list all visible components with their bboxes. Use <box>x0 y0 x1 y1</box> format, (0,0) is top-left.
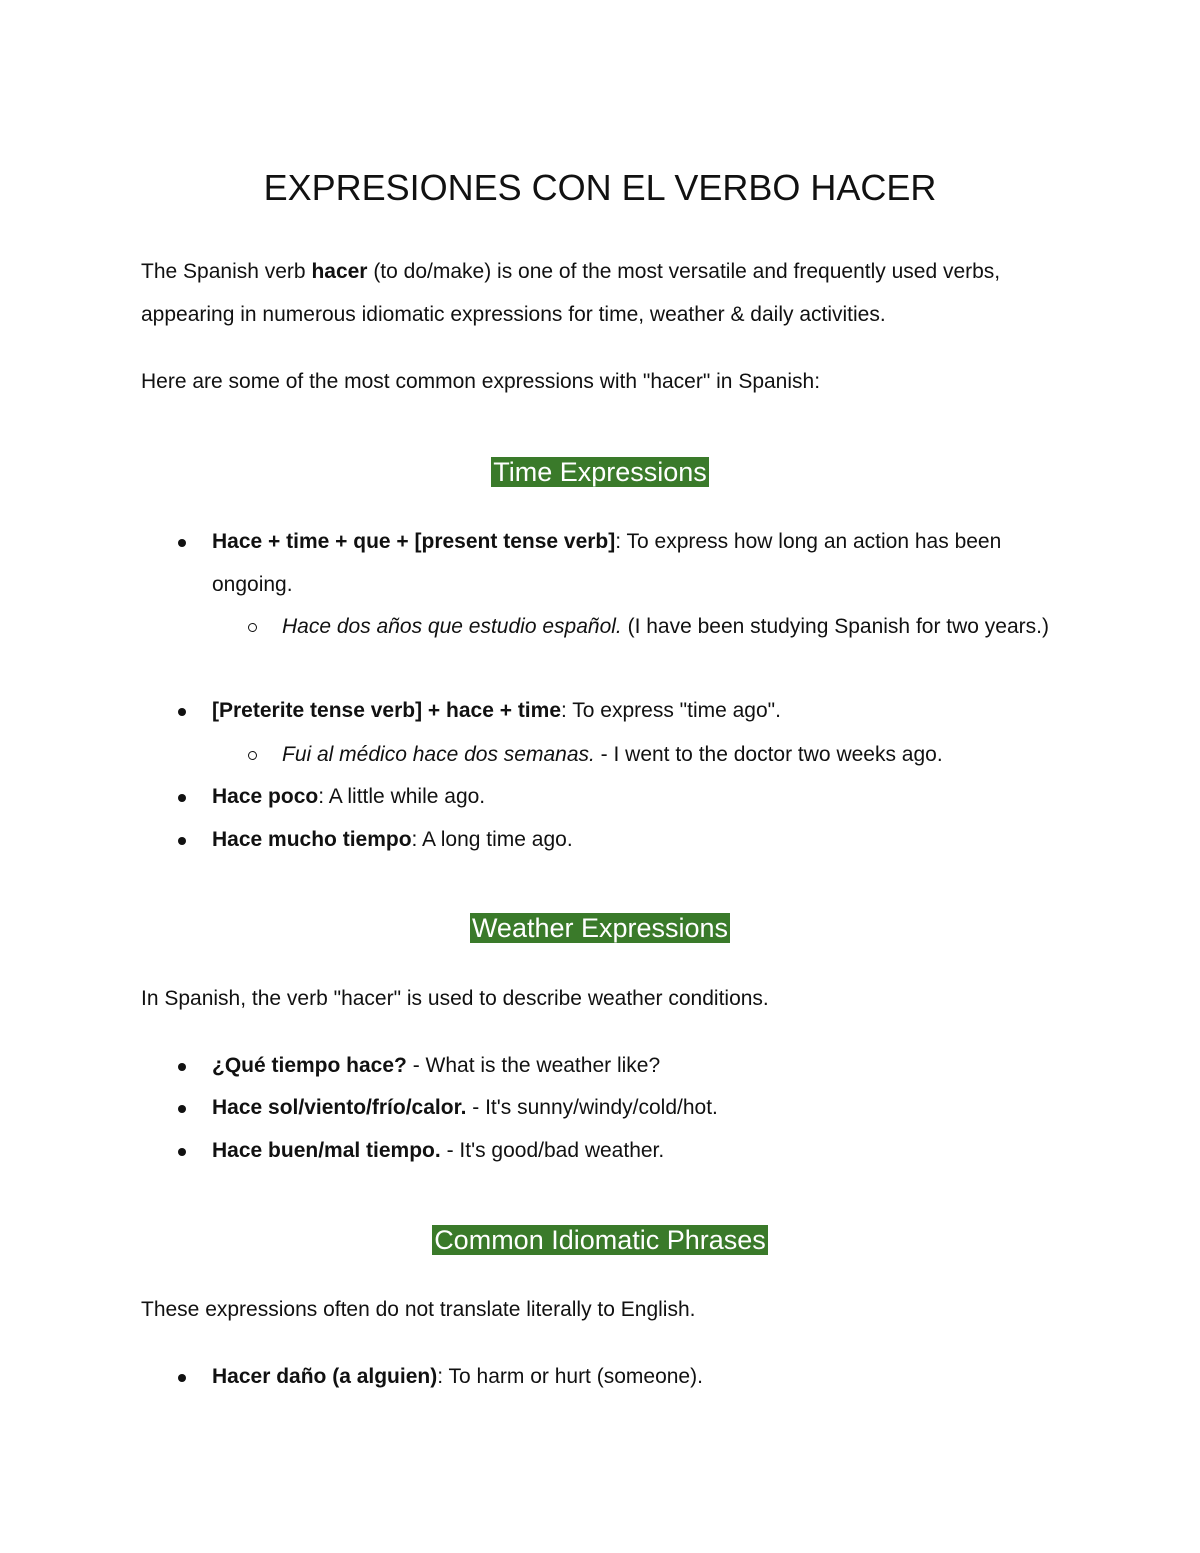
list-item-term: Hace sol/viento/frío/calor. <box>212 1096 467 1119</box>
weather-heading-label: Weather Expressions <box>471 913 729 943</box>
section-heading-time <box>0 454 1200 490</box>
list-item-term: Hace poco <box>212 785 319 808</box>
example-sentence: Fui al médico hace dos semanas. <box>282 743 595 766</box>
list-item-term: ¿Qué tiempo hace? <box>212 1054 407 1077</box>
list-item-definition: : A long time ago. <box>411 828 573 851</box>
idioms-heading-label: Common Idiomatic Phrases <box>434 1225 766 1255</box>
list-item-weather-2 <box>212 1086 1072 1129</box>
list-item-term: [Preterite tense verb] + hace + time <box>212 699 561 722</box>
page-title: EXPRESIONES CON EL VERBO HACER <box>263 167 937 208</box>
list-item-time-1 <box>212 520 1072 606</box>
intro-text-a: The Spanish verb <box>141 260 312 283</box>
list-item-term: Hacer daño (a alguien) <box>212 1365 438 1388</box>
bullet-icon <box>178 837 186 845</box>
list-item-idioms-1 <box>212 1355 1072 1398</box>
list-item-definition: : To harm or hurt (someone). <box>437 1365 703 1388</box>
intro-list-lead: Here are some of the most common expressions with "hacer" in Spanish: <box>141 370 821 393</box>
list-item-definition: - What is the weather like? <box>406 1054 661 1077</box>
intro-verb: hacer <box>311 260 368 283</box>
list-item-definition: : A little while ago. <box>318 785 486 808</box>
list-item-definition: - It's good/bad weather. <box>440 1139 665 1162</box>
list-item-term: Hace buen/mal tiempo. <box>212 1139 441 1162</box>
list-subitem-time-2 <box>282 733 1072 776</box>
sub-bullet-icon <box>248 751 257 760</box>
list-item-time-2 <box>212 689 1072 732</box>
weather-intro: In Spanish, the verb "hacer" is used to describe weather conditions. <box>141 987 769 1010</box>
section-heading-weather <box>0 910 1200 946</box>
list-subitem-time-1 <box>282 605 1072 648</box>
list-item-definition: : To express how long an action has been ongoing. <box>212 530 1002 596</box>
example-translation: (I have been studying Spanish for two years.) <box>621 615 1049 638</box>
list-item-term: Hace + time + que + [present tense verb] <box>212 530 616 553</box>
list-item-weather-3 <box>212 1129 1072 1172</box>
bullet-icon <box>178 708 186 716</box>
intro-paragraph <box>141 250 1081 336</box>
list-item-definition: - It's sunny/windy/cold/hot. <box>466 1096 718 1119</box>
example-translation: - I went to the doctor two weeks ago. <box>594 743 943 766</box>
bullet-icon <box>178 1105 186 1113</box>
example-sentence: Hace dos años que estudio español. <box>282 615 622 638</box>
list-item-term: Hace mucho tiempo <box>212 828 412 851</box>
sub-bullet-icon <box>248 623 257 632</box>
section-heading-idioms <box>0 1222 1200 1258</box>
idioms-intro: These expressions often do not translate literally to English. <box>141 1298 696 1321</box>
intro-text-b: (to do/make) is one of the most versatile and frequently used verbs, appearing in numerous idiomatic expressions for time, weather & daily activities. <box>141 260 1001 326</box>
bullet-icon <box>178 539 186 547</box>
bullet-icon <box>178 794 186 802</box>
list-item-weather-1 <box>212 1044 1072 1087</box>
list-item-time-4 <box>212 818 1072 861</box>
bullet-icon <box>178 1148 186 1156</box>
time-heading-label: Time Expressions <box>493 457 707 487</box>
list-item-definition: : To express "time ago". <box>561 699 781 722</box>
bullet-icon <box>178 1374 186 1382</box>
list-item-time-3 <box>212 775 1072 818</box>
bullet-icon <box>178 1063 186 1071</box>
